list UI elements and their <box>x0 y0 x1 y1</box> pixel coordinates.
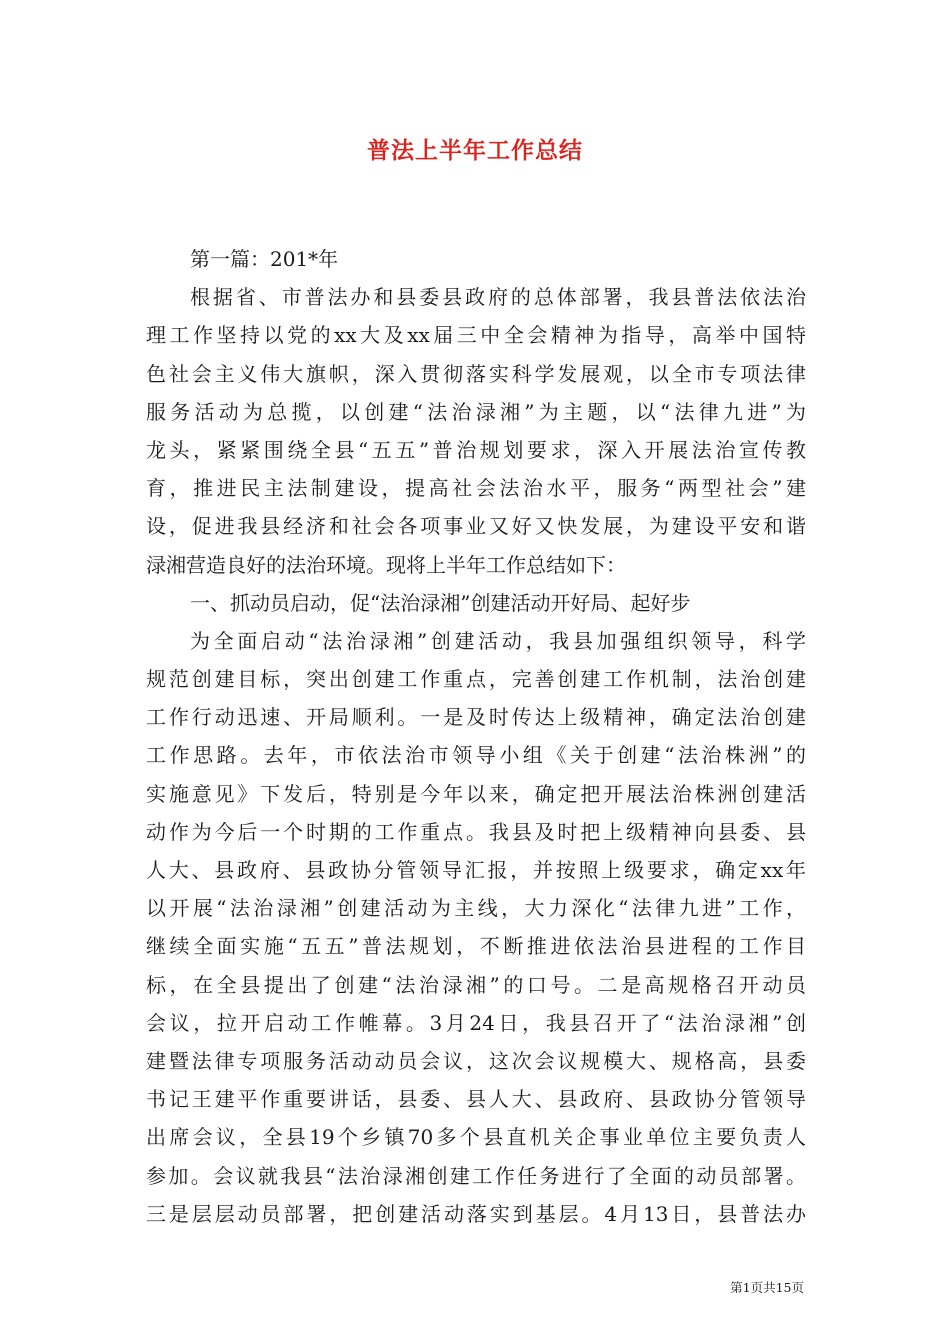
text-line: 理工作坚持以党的xx大及xx届三中全会精神为指导，高举中国特 <box>146 323 806 348</box>
text-line: 设，促进我县经济和社会各项事业又好又快发展，为建设平安和谐 <box>146 514 806 539</box>
text-line: 会议，拉开启动工作帷幕。3月24日，我县召开了“法治渌湘”创 <box>146 1010 806 1035</box>
text-line: 建暨法律专项服务活动动员会议，这次会议规模大、规格高，县委 <box>146 1048 806 1073</box>
text-line: 以开展“法治渌湘”创建活动为主线，大力深化“法律九进”工作， <box>146 896 806 921</box>
text-line: 工作行动迅速、开局顺利。一是及时传达上级精神，确定法治创建 <box>146 705 806 730</box>
text-line: 一、抓动员启动，促“法治渌湘”创建活动开好局、起好步 <box>190 590 691 615</box>
text-line: 继续全面实施“五五”普法规划，不断推进依法治县进程的工作目 <box>146 934 806 959</box>
text-line: 出席会议，全县19个乡镇70多个县直机关企事业单位主要负责人 <box>146 1125 806 1150</box>
text-line: 人大、县政府、县政协分管领导汇报，并按照上级要求，确定xx年 <box>146 858 806 882</box>
text-line: 育，推进民主法制建设，提高社会法治水平，服务“两型社会”建 <box>146 476 806 501</box>
text-line: 第一篇：201*年 <box>190 247 339 271</box>
text-line: 实施意见》下发后，特别是今年以来，确定把开展法治株洲创建活 <box>146 781 806 806</box>
text-line: 龙头，紧紧围绕全县“五五”普治规划要求，深入开展法治宣传教 <box>146 437 806 462</box>
text-line: 服务活动为总揽，以创建“法治渌湘”为主题，以“法律九进”为 <box>146 399 806 424</box>
text-line: 三是层层动员部署，把创建活动落实到基层。4月13日，县普法办 <box>146 1201 806 1226</box>
text-line: 色社会主义伟大旗帜，深入贯彻落实科学发展观，以全市专项法律 <box>146 361 806 386</box>
document-title: 普法上半年工作总结 <box>367 137 583 164</box>
text-line: 工作思路。去年，市依法治市领导小组《关于创建“法治株洲”的 <box>146 743 806 768</box>
text-line: 为全面启动“法治渌湘”创建活动，我县加强组织领导，科学 <box>190 628 806 653</box>
page-footer: 第1页共15页 <box>730 1280 804 1295</box>
text-line: 标，在全县提出了创建“法治渌湘”的口号。二是高规格召开动员 <box>146 972 806 997</box>
text-line: 规范创建目标，突出创建工作重点，完善创建工作机制，法治创建 <box>146 667 806 692</box>
document-body <box>146 240 806 1233</box>
text-line: 参加。会议就我县“法治渌湘创建工作任务进行了全面的动员部署。 <box>146 1163 806 1188</box>
text-line: 动作为今后一个时期的工作重点。我县及时把上级精神向县委、县 <box>146 819 806 844</box>
text-line: 根据省、市普法办和县委县政府的总体部署，我县普法依法治 <box>190 285 806 310</box>
text-line: 书记王建平作重要讲话，县委、县人大、县政府、县政协分管领导 <box>146 1087 806 1112</box>
text-line: 渌湘营造良好的法治环境。现将上半年工作总结如下： <box>146 552 626 577</box>
